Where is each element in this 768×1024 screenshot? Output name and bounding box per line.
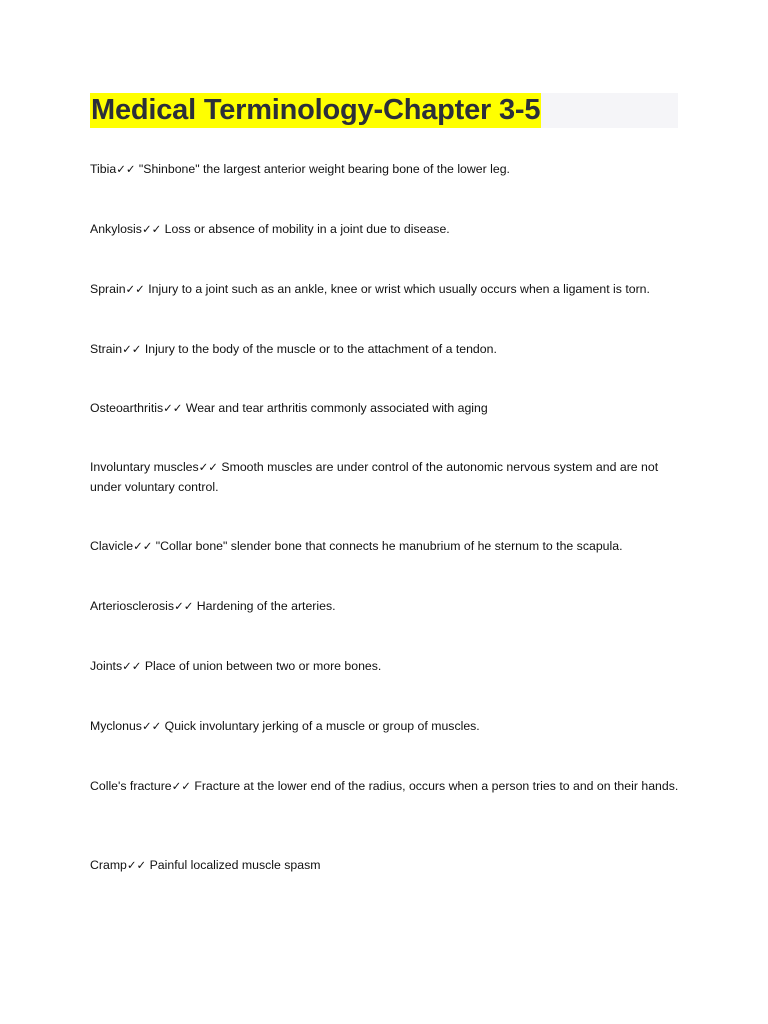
term: Sprain xyxy=(90,282,126,296)
term: Arteriosclerosis xyxy=(90,599,175,613)
flashcard-entry xyxy=(90,457,682,497)
definition: Place of union between two or more bones. xyxy=(141,659,382,673)
check-marks: ✓✓ xyxy=(171,779,191,793)
flashcard-entry xyxy=(90,536,682,556)
term: Myclonus xyxy=(90,719,142,733)
flashcard-entry xyxy=(90,279,682,299)
term: Clavicle xyxy=(90,539,134,553)
term: Joints xyxy=(90,659,123,673)
term: Tibia xyxy=(90,162,117,176)
term: Osteoarthritis xyxy=(90,401,164,415)
term: Ankylosis xyxy=(90,222,142,236)
check-marks: ✓✓ xyxy=(174,599,194,613)
term: Cramp xyxy=(90,858,127,872)
check-marks: ✓✓ xyxy=(122,659,142,673)
flashcard-entry xyxy=(90,159,682,179)
check-marks: ✓✓ xyxy=(126,858,147,872)
definition: "Collar bone" slender bone that connects he manubrium of he sternum to the scapula. xyxy=(152,539,623,553)
flashcard-entry xyxy=(90,716,682,736)
definition: Hardening of the arteries. xyxy=(193,599,336,613)
definition: Quick involuntary jerking of a muscle or group of muscles. xyxy=(161,719,480,733)
check-marks: ✓✓ xyxy=(163,401,183,415)
check-marks: ✓✓ xyxy=(122,342,142,356)
definition: Loss or absence of mobility in a joint due to disease. xyxy=(161,222,450,236)
definition: Painful localized muscle spasm xyxy=(146,858,321,872)
check-marks: ✓✓ xyxy=(141,719,162,733)
term: Strain xyxy=(90,342,123,356)
flashcard-entry xyxy=(90,219,682,239)
check-marks: ✓✓ xyxy=(125,282,145,296)
definition: Smooth muscles are under control of the autonomic nervous system and are not under voluntary control. xyxy=(90,460,659,494)
check-marks: ✓✓ xyxy=(133,539,153,553)
flashcard-entry xyxy=(90,339,682,359)
flashcard-entry xyxy=(90,776,682,796)
definition: Fracture at the lower end of the radius, occurs when a person tries to and on their hands. xyxy=(190,779,679,793)
check-marks: ✓✓ xyxy=(141,222,162,236)
check-marks: ✓✓ xyxy=(116,162,136,176)
flashcard-entry xyxy=(90,596,682,616)
term: Colle's fracture xyxy=(90,779,172,793)
flashcard-entry xyxy=(90,855,682,875)
check-marks: ✓✓ xyxy=(198,460,218,474)
flashcard-entry xyxy=(90,398,682,418)
flashcard-entry xyxy=(90,656,682,676)
definition: "Shinbone" the largest anterior weight bearing bone of the lower leg. xyxy=(135,162,510,176)
definition: Injury to the body of the muscle or to the attachment of a tendon. xyxy=(141,342,497,356)
term: Involuntary muscles xyxy=(90,460,199,474)
document-title: Medical Terminology-Chapter 3-5 xyxy=(91,94,541,126)
definition: Wear and tear arthritis commonly associated with aging xyxy=(182,401,488,415)
definition: Injury to a joint such as an ankle, knee or wrist which usually occurs when a ligament is torn. xyxy=(144,282,650,296)
